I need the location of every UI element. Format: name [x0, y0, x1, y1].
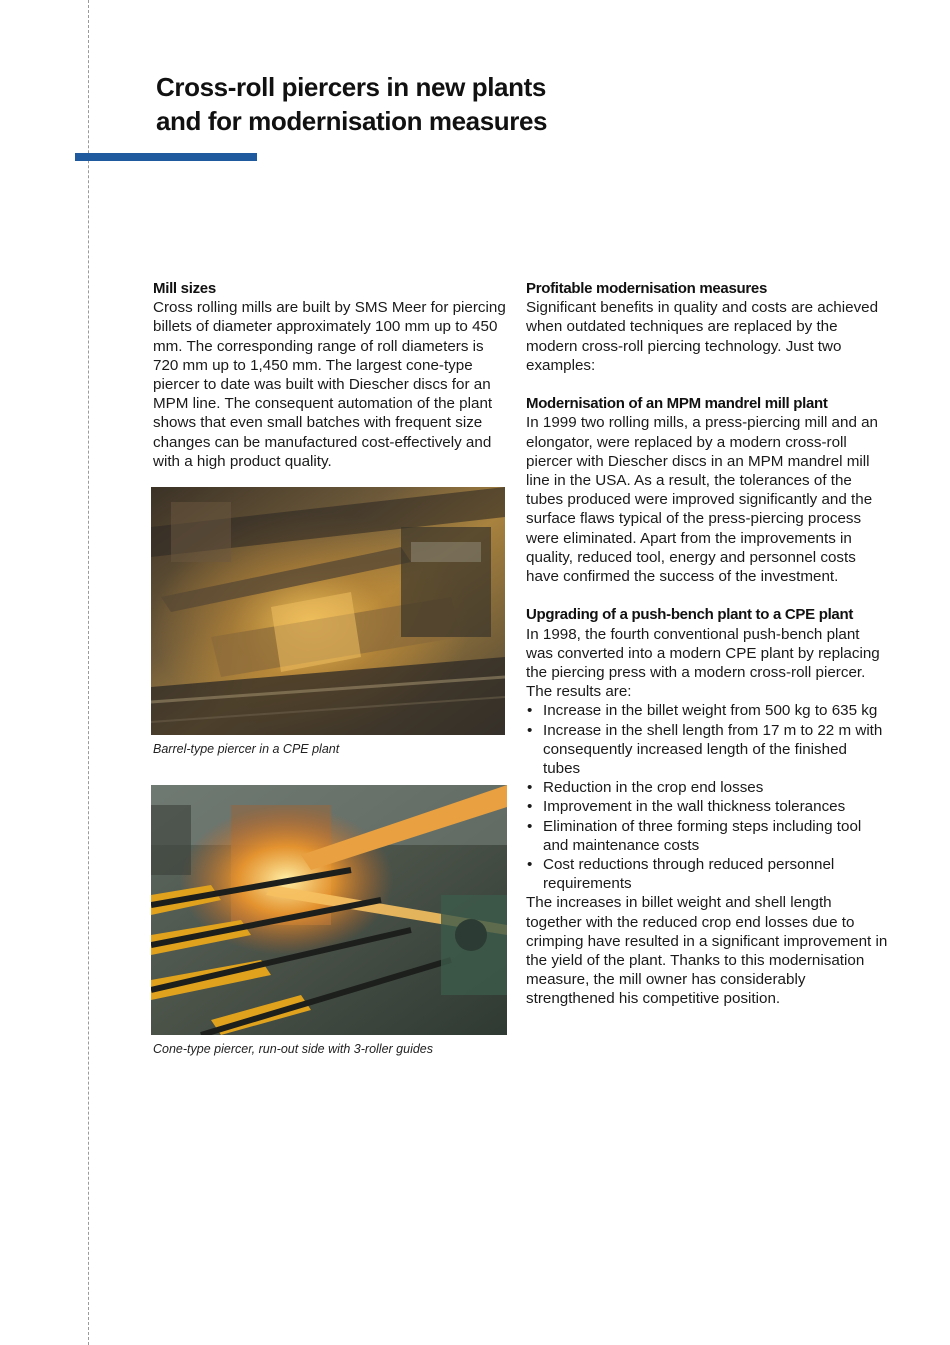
mill-sizes-body: Cross rolling mills are built by SMS Meer for piercing billets of diameter approximately 100 mm up to 450 mm. The corresponding range of roll diameters is 720 mm up to 1,450 mm. The largest cone-type piercer to date was built with Diescher discs for an MPM line. The consequent automation of the plant shows that even small batches with frequent size changes can be manufactured cost-effectively and with a high product quality. [153, 299, 506, 470]
cpe-upgrade-closing: The increases in billet weight and shell length together with the reduced crop end losses due to crimping have resulted in a significant improvement in the yield of the plant. Thanks to this modernisation measure, the mill owner has considerably strengthened his competitive position. [526, 894, 888, 1008]
figure-caption-1: Barrel-type piercer in a CPE plant [153, 742, 340, 756]
list-item: • Improvement in the wall thickness tolerances [526, 797, 888, 816]
profitable-heading: Profitable modernisation measures [526, 280, 768, 297]
list-item: • Reduction in the crop end losses [526, 778, 888, 797]
list-item: • Increase in the shell length from 17 m to 22 m with consequently increased length of the finished tubes [526, 721, 888, 779]
results-list [526, 701, 888, 893]
page-title [156, 70, 636, 138]
list-item: • Elimination of three forming steps including tool and maintenance costs [526, 817, 888, 855]
profitable-body: Significant benefits in quality and costs are achieved when outdated techniques are replaced by the modern cross-roll piercing technology. Just two examples: [526, 299, 879, 374]
barrel-piercer-photo [151, 487, 505, 735]
page-title-line-2: and for modernisation measures [156, 106, 548, 136]
cpe-upgrade-body: In 1998, the fourth conventional push-bench plant was converted into a modern CPE plant by replacing the piercing press with a modern cross-roll piercer. The results are: [526, 625, 880, 701]
mill-sizes-heading: Mill sizes [153, 280, 216, 297]
title-accent-bar [75, 153, 257, 161]
mpm-modernisation-heading: Modernisation of an MPM mandrel mill plant [526, 395, 828, 413]
cone-piercer-photo [151, 785, 507, 1035]
page-title-line-1: Cross-roll piercers in new plants [156, 72, 546, 102]
mpm-modernisation-body: In 1999 two rolling mills, a press-piercing mill and an elongator, were replaced by a modern cross-roll piercer with Diescher discs in an MPM mandrel mill line in the USA. As a result, the tolerances of the tubes produced were improved significantly and the surface flaws typical of the press-piercing process were eliminated. Apart from the improvements in quality, reduced tool, energy and personnel costs have confirmed the success of the investment. [526, 414, 879, 586]
right-column [526, 279, 888, 1009]
list-item: • Cost reductions through reduced personnel requirements [526, 855, 888, 893]
cpe-upgrade-heading: Upgrading of a push-bench plant to a CPE plant [526, 606, 854, 624]
left-column [153, 279, 513, 471]
fold-guide-line [88, 0, 89, 1345]
list-item: • Increase in the billet weight from 500 kg to 635 kg [526, 701, 888, 720]
figure-caption-2: Cone-type piercer, run-out side with 3-roller guides [153, 1042, 433, 1056]
